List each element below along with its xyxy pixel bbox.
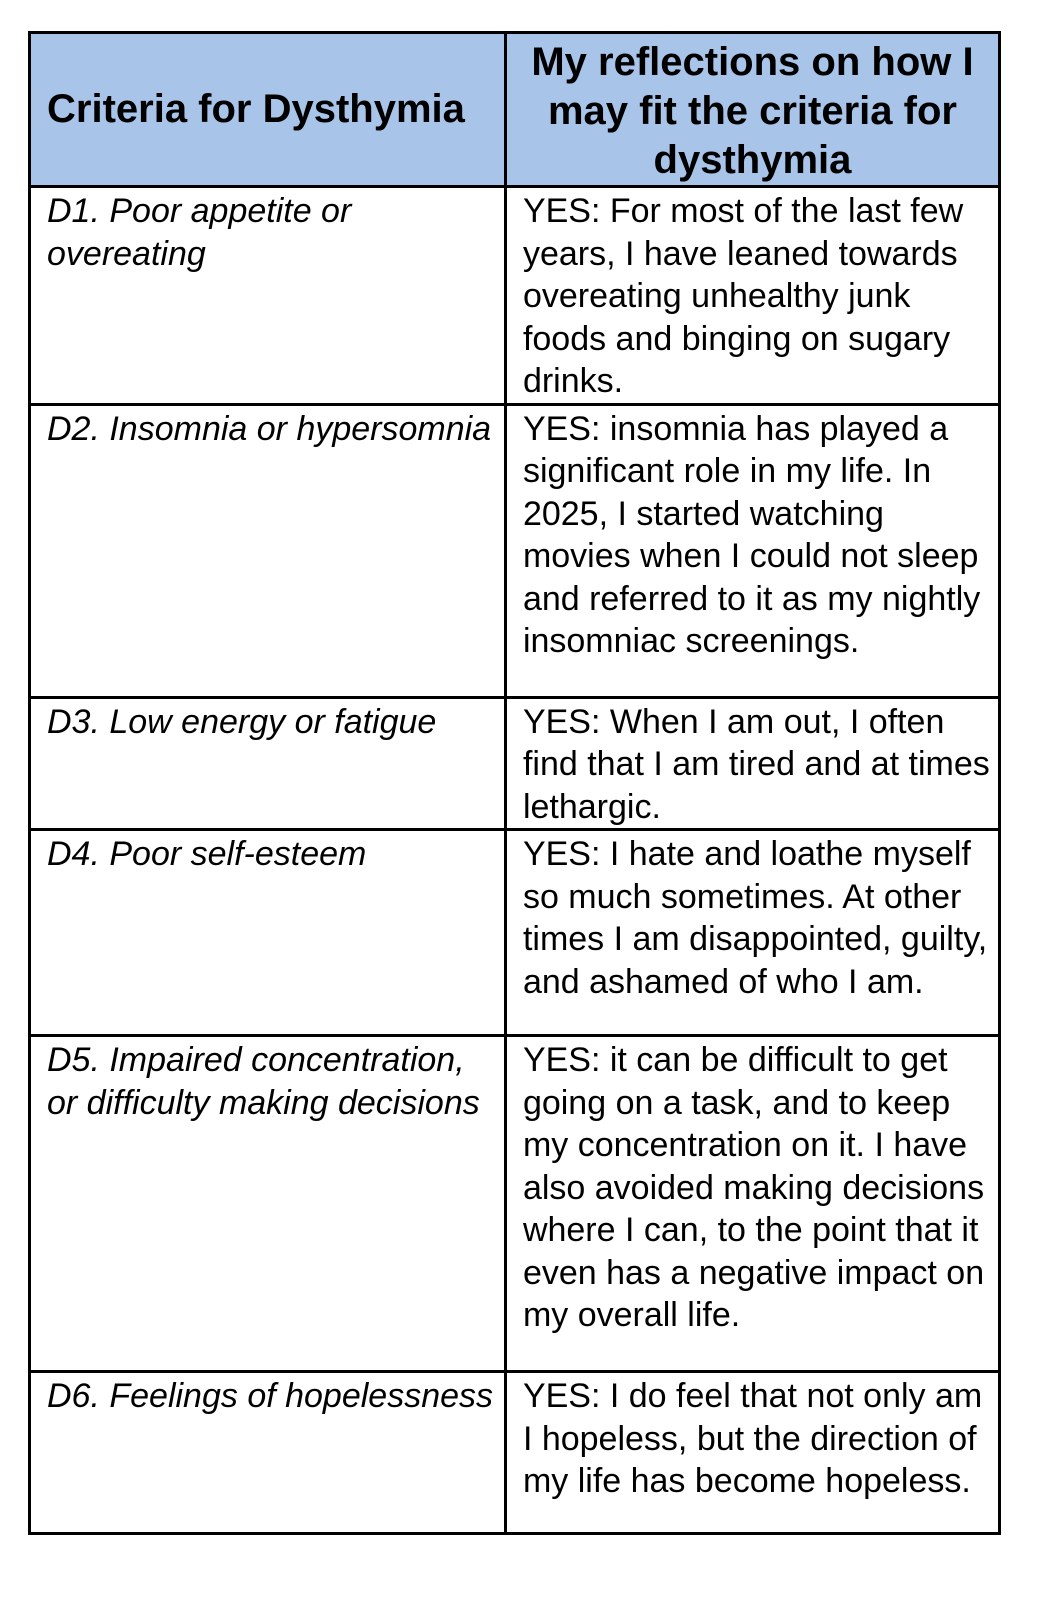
table-body [30,187,1000,1534]
table-row [30,1036,1000,1372]
table-header [30,33,1000,187]
criteria-cell: D2. Insomnia or hypersomnia [30,404,506,697]
dysthymia-criteria-table [28,31,1001,1535]
criteria-cell: D4. Poor self-esteem [30,830,506,1036]
criteria-cell: D6. Feelings of hopelessness [30,1372,506,1534]
table-row [30,830,1000,1036]
criteria-cell: D5. Impaired concentration, or difficulty making decisions [30,1036,506,1372]
header-row [30,33,1000,187]
criteria-cell: D1. Poor appetite or overeating [30,187,506,405]
reflection-cell: YES: I do feel that not only am I hopeless, but the direction of my life has become hopeless. [505,1372,999,1534]
reflection-cell: YES: When I am out, I often find that I am tired and at times lethargic. [505,697,999,830]
table-row [30,1372,1000,1534]
reflection-cell: YES: it can be difficult to get going on a task, and to keep my concentration on it. I have also avoided making decisions where I can, to the point that it even has a negative impact on my overall life. [505,1036,999,1372]
header-criteria: Criteria for Dysthymia [30,33,506,187]
table-row [30,187,1000,405]
reflection-cell: YES: For most of the last few years, I have leaned towards overeating unhealthy junk foods and binging on sugary drinks. [505,187,999,405]
criteria-cell: D3. Low energy or fatigue [30,697,506,830]
table-row [30,404,1000,697]
reflection-cell: YES: insomnia has played a significant role in my life. In 2025, I started watching movies when I could not sleep and referred to it as my nightly insomniac screenings. [505,404,999,697]
header-reflection: My reflections on how I may fit the criteria for dysthymia [505,33,999,187]
table-row [30,697,1000,830]
reflection-cell: YES: I hate and loathe myself so much sometimes. At other times I am disappointed, guilty, and ashamed of who I am. [505,830,999,1036]
